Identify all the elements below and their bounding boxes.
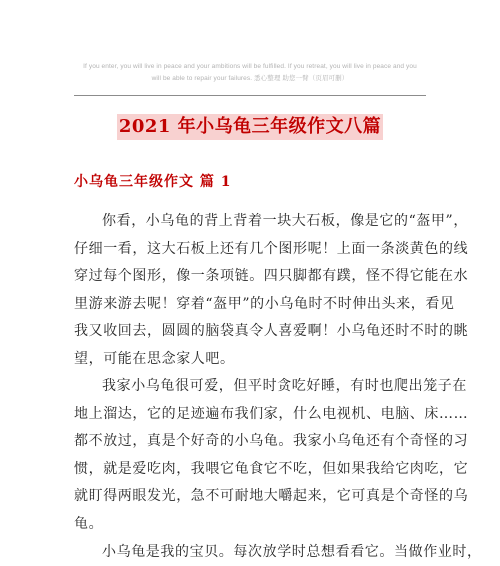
text-line: 都不放过，真是个好奇的小乌龟。我家小乌龟还有个奇怪的习: [74, 433, 469, 449]
document-title: 2021 年小乌龟三年级作文八篇: [117, 114, 383, 140]
text-line: 你看，小乌龟的背上背着一块大石板，像是它的“盔甲”，: [102, 213, 468, 229]
header-divider: [74, 95, 426, 96]
paragraph-3: [74, 539, 482, 566]
text-line: 惯，就是爱吃肉，我喂它龟食它不吃，但如果我给它肉吃，它: [74, 460, 469, 477]
page-header-line-2: will be able to repair your failures. 悉心整理 助您一臂（页眉可删）: [151, 75, 349, 82]
section-heading: 小乌龟三年级作文 篇 1: [74, 174, 232, 190]
text-line: 穿过每个图形，像一条项链。四只脚都有蹼，怪不得它能在水: [74, 268, 469, 284]
paragraph-1: [74, 208, 469, 373]
text-line: 仔细一看，这大石板上还有几个图形呢！上面一条淡黄色的线: [74, 240, 469, 257]
text-line: 我家小乌龟很可爱，但平时贪吃好睡，有时也爬出笼子在: [102, 378, 467, 394]
text-line: 望，可能在思念家人吧。: [74, 350, 235, 367]
text-line: 小乌龟是我的宝贝。每次放学时总想看看它。当做作业时，: [102, 544, 482, 560]
text-line: 龟。: [74, 515, 104, 532]
document-title-wrap: [0, 114, 500, 140]
page-header-line-1: If you enter, you will live in peace and your ambitions will be fulfilled. If you retreat, you will live in peace and you: [83, 63, 417, 70]
text-line: 就盯得两眼发光，急不可耐地大嚼起来，它可真是个奇怪的乌: [74, 488, 469, 504]
text-line: 里游来游去呢！穿着“盔甲”的小乌龟时不时伸出头来，看见: [74, 295, 455, 312]
paragraph-2: [74, 373, 469, 538]
text-line: 我又收回去，圆圆的脑袋真令人喜爱啊！小乌龟还时不时的眺: [74, 323, 469, 339]
text-line: 地上溜达，它的足迹遍布我们家，什么电视机、电脑、床……: [74, 405, 469, 422]
